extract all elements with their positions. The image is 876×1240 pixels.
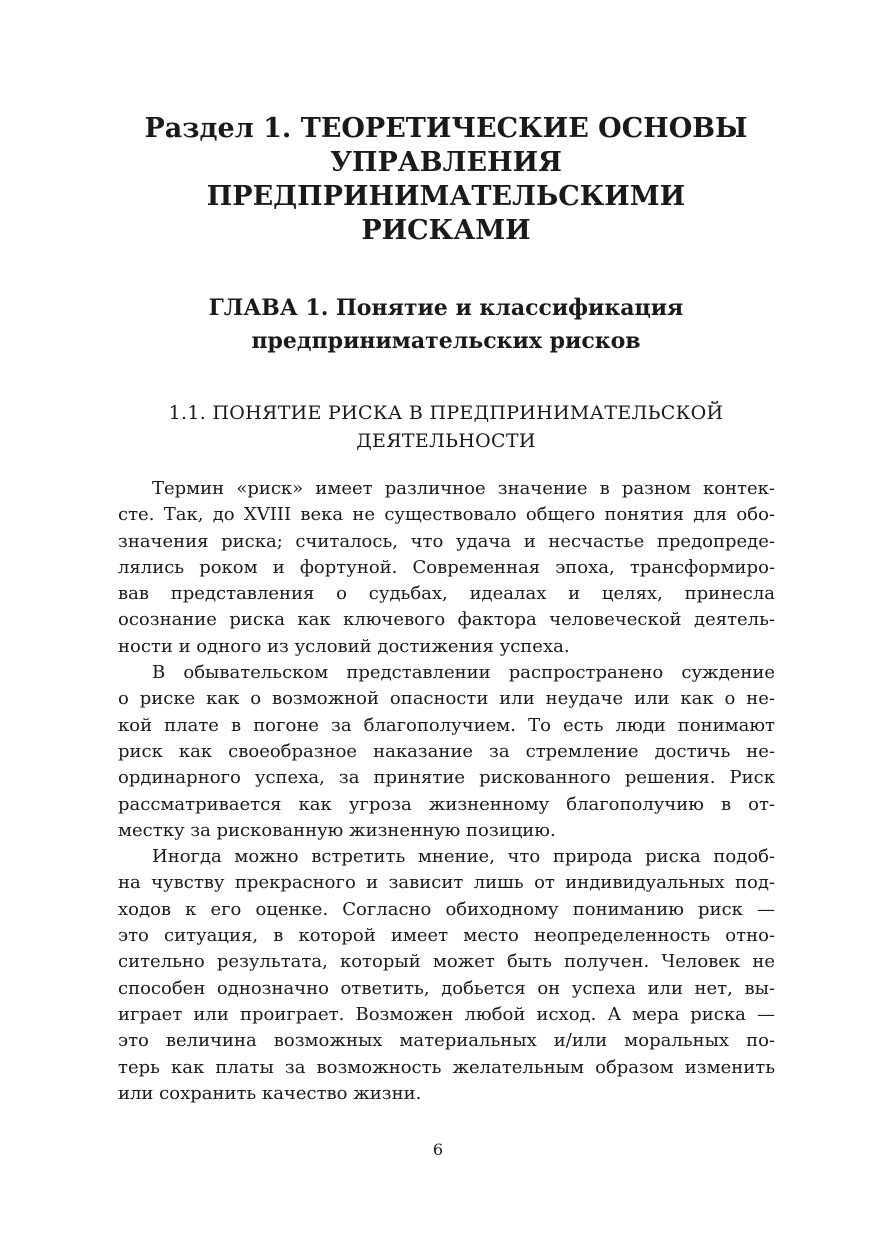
text-line: рассматривается как угроза жизненному благополучию в от- [118,793,775,815]
subsection-title-line: 1.1. ПОНЯТИЕ РИСКА В ПРЕДПРИНИМАТЕЛЬСКОЙ [168,402,724,424]
text-line: на чувству прекрасного и зависит лишь от индивидуальных под- [118,872,775,894]
text-line: играет или проиграет. Возможен любой исход. А мера риска — [118,1003,775,1025]
text-line: сительно результата, который может быть получен. Человек не [118,951,775,973]
body-text [118,476,775,1107]
text-line: Термин «риск» имеет различное значение в разном контек- [152,478,775,499]
text-line: кой плате в погоне за благополучием. То есть люди понимают [118,714,775,736]
section-title [110,112,782,248]
text-line: ординарного успеха, за принятие рискованного решения. Риск [118,767,775,789]
text-line: терь как платы за возможность желательным образом изменить [118,1056,775,1078]
paragraph [118,476,775,660]
text-line: ности и одного из условий достижения успеха. [118,635,570,657]
section-title-line: УПРАВЛЕНИЯ ПРЕДПРИНИМАТЕЛЬСКИМИ [206,147,686,212]
chapter-title [110,292,782,358]
section-title-line: РИСКАМИ [361,215,531,246]
text-line: местку за рискованную жизненную позицию. [118,819,556,841]
text-line: или сохранить качество жизни. [118,1082,422,1104]
text-line: сте. Так, до XVIII века не существовало общего понятия для обо- [118,504,775,526]
text-line: В обывательском представлении распространено суждение [152,662,775,684]
text-line: ходов к его оценке. Согласно обиходному пониманию риск — [118,898,775,920]
subsection-title [110,399,782,455]
text-line: лялись роком и фортуной. Современная эпоха, трансформиро- [118,556,775,578]
chapter-title-line: ГЛАВА 1. Понятие и классификация [208,295,684,321]
text-line: Иногда можно встретить мнение, что природа риска подоб- [152,846,775,868]
text-line: это величина возможных материальных и/или моральных по- [118,1030,775,1052]
text-line: способен однозначно ответить, добьется он успеха или нет, вы- [118,977,775,999]
paragraph [118,660,775,844]
paragraph [118,844,775,1107]
text-line: вав представления о судьбах, идеалах и целях, принесла [118,583,775,605]
section-title-line: Раздел 1. ТЕОРЕТИЧЕСКИЕ ОСНОВЫ [144,113,748,144]
text-line: это ситуация, в которой имеет место неопределенность отно- [118,925,775,947]
text-line: риск как своеобразное наказание за стремление достичь не- [118,740,775,762]
text-line: осознание риска как ключевого фактора человеческой деятель- [118,609,775,631]
page-number: 6 [432,1140,444,1159]
subsection-title-line: ДЕЯТЕЛЬНОСТИ [356,430,536,452]
text-line: о риске как о возможной опасности или неудаче или как о не- [118,688,775,710]
text-line: значения риска; считалось, что удача и несчастье предопреде- [118,530,775,552]
chapter-title-line: предпринимательских рисков [251,328,641,354]
